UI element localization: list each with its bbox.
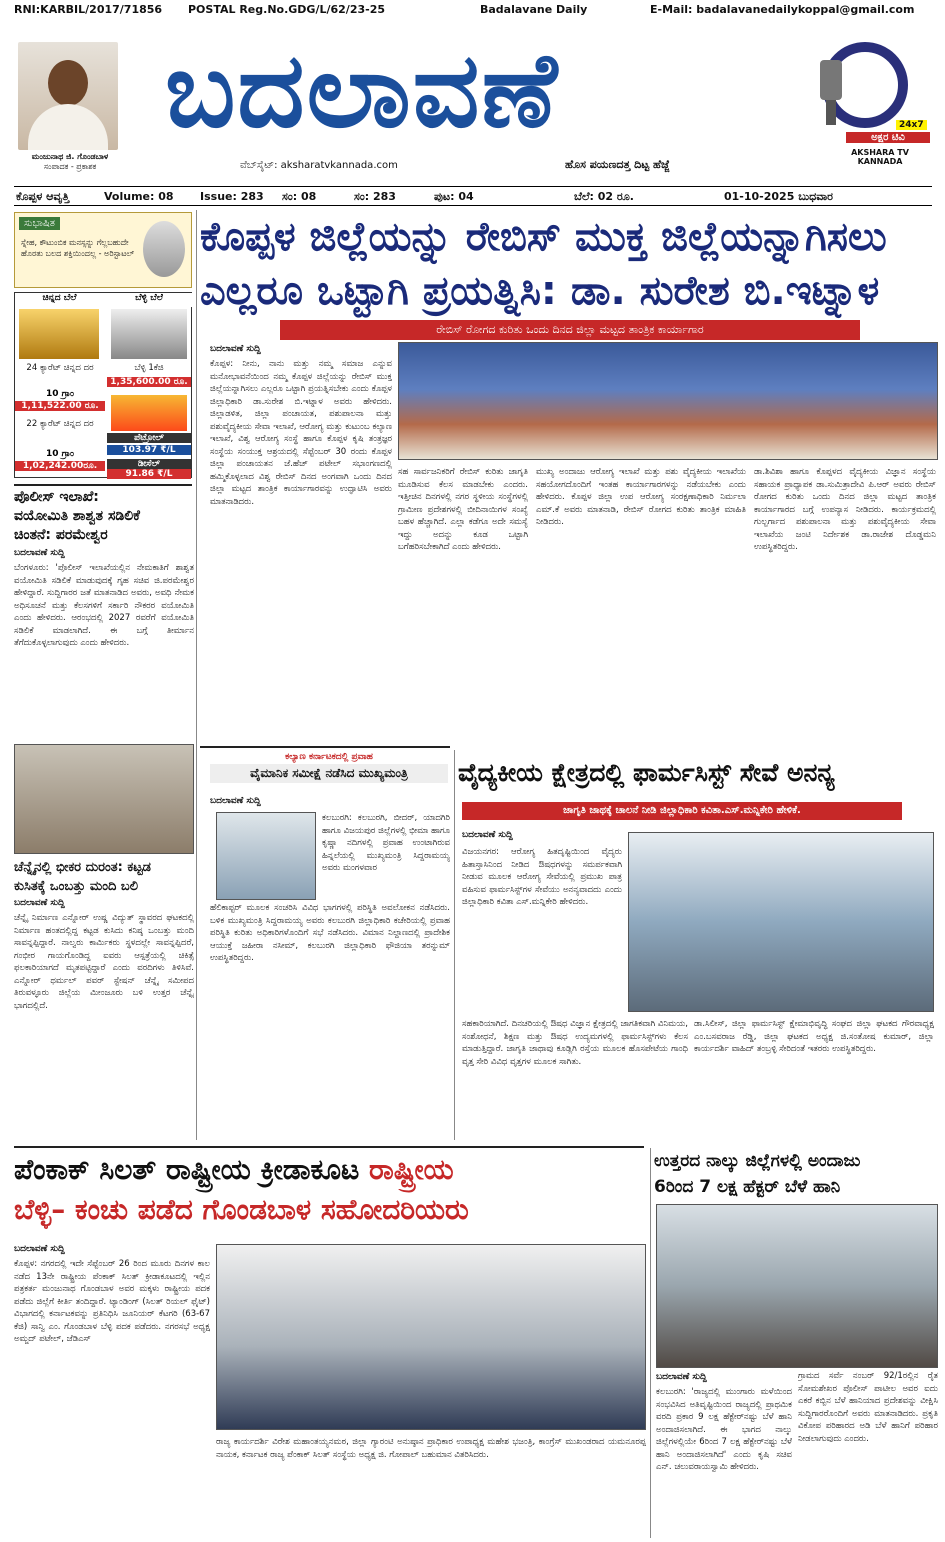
postal-reg: POSTAL Reg.No.GDG/L/62/23-25 [188,3,386,16]
price: ಬೆಲೆ: 02 ರೂ. [574,190,634,203]
akshara-tv-logo: ಅಕ್ಷರ ಟಿವಿ 24x7 AKSHARA TV KANNADA [810,40,930,170]
silver-bars-image [111,309,187,359]
lead-subheadline: ರೇಬಿಸ್ ರೋಗದ ಕುರಿತು ಒಂದು ದಿನದ ಜಿಲ್ಲಾ ಮಟ್ಟದ ತಾಂತ್ರಿಕ ಕಾರ್ಯಾಗಾರ [280,320,860,340]
edition: ಕೊಪ್ಪಳ ಆವೃತ್ತಿ [16,190,70,203]
top-info-bar [0,0,945,20]
number: ಸಂ: 283 [354,190,396,203]
chennai-headline: ಚೆನ್ನೈನಲ್ಲಿ ಭೀಕರ ದುರಂತ: ಕಟ್ಟಡ ಕುಸಿತಕ್ಕೆ ಒಂಬತ್ತು ಮಂದಿ ಬಲಿ [14,860,151,894]
silver-value: 1,35,600.00 ರೂ. [107,377,191,387]
cm-headline: ವೈಮಾನಿಕ ಸಮೀಕ್ಷೆ ನಡೆಸಿದ ಮುಖ್ಯಮಂತ್ರಿ [210,764,448,783]
year: ಸಂ: 08 [282,190,317,203]
pencak-headline: ಪೆಂಕಾಕ್ ಸಿಲತ್ ರಾಷ್ಟ್ರೀಯ ಕ್ರೀಡಾಕೂಟ ರಾಷ್ಟ್ರೀಯ ಬೆಳ್ಳಿ– ಕಂಚು ಪಡೆದ ಗೊಂಡಬಾಳ ಸಹೋದರಿಯರು [14,1153,469,1226]
masthead-title: ಬದಲಾವಣೆ [165,28,560,151]
paper-name-en: Badalavane Daily [480,3,588,16]
silver-heading: ಬೆಳ್ಳಿ ಬೆಲೆ [105,293,193,307]
police-text: ಬೆಂಗಳೂರು: 'ಪೊಲೀಸ್ ಇಲಾಖೆಯಲ್ಲಿನ ನೇಮಕಾತಿಗೆ ಶಾಶ್ವತ ವಯೋಮಿತಿ ಸಡಿಲಿಕೆ ಮಾಡುವುದಕ್ಕೆ ಗೃಹ ಸಚಿವ ಜಿ.ಪರಮೇಶ್ವರ ಹೇಳಿದ್ದಾರೆ. ಸುದ್ದಿಗಾರರ ಜತೆ ಮಾತನಾಡಿದ ಅವರು, ಅವಧಿ ನೇಮಕ ಅಧಿಸೂಚನೆ ಮತ್ತು ಕೆಲಸಗಳಿಗೆ ಸರ್ಕಾರಿ ನೌಕರರ ವಯೋಮಿತಿ ಎಂದು ಹೇಳಿದರು. ಆರಂಭದಲ್ಲಿ 2027 ರವರೆಗೆ ವಯೋಮಿತಿ ಸಡಿಲಿಕೆ ಮಾಡಲಾಗಿದೆ. ಈ ಬಗ್ಗೆ ತೀರ್ಮಾನ ತೆಗೆದುಕೊಳ್ಳಲಾಗುವುದು ಎಂದು ಹೇಳಿದರು. [14,563,194,648]
lead-col4: ಡಾ.ಶಿವಿಶಾ ಹಾಗೂ ಕೊಪ್ಪಳದ ವೈದ್ಯಕೀಯ ವಿಜ್ಞಾನ ಸಂಸ್ಥೆಯ ಸಹಾಯಕ ಪ್ರಾಧ್ಯಾಪಕ ಡಾ.ಸುಮಿತ್ರಾದೇವಿ ಪಿ.ಆರ್ ಅವರು ರೇಬಿಸ್ ರೋಗದ ಕುರಿತು ಒಂದು ದಿನದ ಜಿಲ್ಲಾ ಮಟ್ಟದ ತಾಂತ್ರಿಕ ಕಾರ್ಯಾಗಾರದ ಬಗ್ಗೆ ಉಪನ್ಯಾಸ ನೀಡಿದರು. ಕಾರ್ಯಕ್ರಮದಲ್ಲಿ ಗುಲ್ಬರ್ಗಾದ ಪಶುಪಾಲನಾ ಮತ್ತು ಪಶುವೈದ್ಯಕೀಯ ಸೇವಾ ಇಲಾಖೆಯ ಜಂಟಿ ನಿರ್ದೇಶಕ ಡಾ.ರಾಜೇಶ ದೊಡ್ಡಮನಿ ಉಪಸ್ಥಿತರಿದ್ದರು. [754,467,936,552]
gold24-value: 1,11,522.00 ರೂ. [15,401,105,411]
building-collapse-photo [14,744,194,854]
chennai-text: ಚೆನ್ನೈ ನಿರ್ಮಾಣ ಎನ್ನೋರ್ ಉಷ್ಣ ವಿದ್ಯುತ್ ಸ್ಥಾವರದ ಘಟಕದಲ್ಲಿ ನಿರ್ಮಾಣ ಹಂತದಲ್ಲಿದ್ದ ಕಟ್ಟಡ ಕುಸಿದು ಕನಿಷ್ಠ ಒಂಬತ್ತು ಮಂದಿ ಸಾವನ್ನಪ್ಪಿದ್ದಾರೆ. ನಾಲ್ವರು ಕಾರ್ಮಿಕರು ಸ್ಥಳದಲ್ಲೇ ಸಾವನ್ನಪ್ಪಿದರೆ, ಗಂಭೀರ ಗಾಯಗೊಂಡಿದ್ದ ಐವರು ಆಸ್ಪತ್ರೆಯಲ್ಲಿ ಚಿಕಿತ್ಸೆ ಫಲಕಾರಿಯಾಗದೆ ಮೃತಪಟ್ಟಿದ್ದಾರೆ ಎಂದು ವರದಿಗಳು ತಿಳಿಸಿವೆ. ಎನ್ನೋರ್ ಥರ್ಮಲ್ ಪವರ್ ಸ್ಟೇಷನ್ ಚೆನ್ನೈ ಸಮೀಪದ ತಿರುವಳ್ಳೂರು ಜಿಲ್ಲೆಯ ಮೀಂಜೂರು ಬಳಿ ಉತ್ತರ ಚೆನ್ನೈ ಭಾಗದಲ್ಲಿದೆ. [14,913,194,1011]
pharmacist-rally-photo [628,832,934,1012]
gold-heading: ಚಿನ್ನದ ಬೆಲೆ [15,293,104,307]
lead-col3: ಮುಖ್ಯ ಅಂದಾಜು ಆರೋಗ್ಯ ಇಲಾಖೆ ಮತ್ತು ಪಶು ವೈದ್ಯಕೀಯ ಇಲಾಖೆಯ ಸಹಯೋಗದೊಂದಿಗೆ ಇಂತಹ ಕಾರ್ಯಾಗಾರಗಳನ್ನು ನಡೆಯಬೇಕು ಎಂದು ಹೇಳಿದರು. ಕೊಪ್ಪಳ ಜಿಲ್ಲಾ ಉಪ ಆರೋಗ್ಯ ಸಂರಕ್ಷಣಾಧಿಕಾರಿ ನಿರ್ಮಲಾ ಎಮ್.ಕೆ ಅವರು ಮಾತನಾಡಿ, ರೇಬಿಸ್ ರೋಗದ ಕುರಿತು ತಾಂತ್ರಿಕ ಮಾಹಿತಿ ನೀಡಿದರು. [536,467,746,527]
lead-col2: ಸಹ ಸಾರ್ವಜನಿಕರಿಗೆ ರೇಬಿಸ್ ಕುರಿತು ಜಾಗೃತಿ ಮೂಡಿಸುವ ಕೆಲಸ ಮಾಡಬೇಕು ಎಂದರು. ಇತ್ತೀಚಿನ ದಿನಗಳಲ್ಲಿ ನಗರ ಸ್ಥಳೀಯ ಸಂಸ್ಥೆಗಳಲ್ಲಿ ಗ್ರಾಮೀಣ ಪ್ರದೇಶಗಳಲ್ಲಿ ಬೀದಿನಾಯಿಗಳ ಸಂಖ್ಯೆ ಬಹಳ ಹೆಚ್ಚಾಗಿದೆ. ಎಲ್ಲಾ ಕಡೆಗೂ ಅದೇ ಸಮಸ್ಯೆ ಇದ್ದು ಅದನ್ನು ಕೂಡ ಒಟ್ಟಾಗಿ ಬಗೆಹರಿಸಬೇಕಾಗಿದೆ ಎಂದು ಹೇಳಿದರು. [398,467,528,552]
issue-info-bar [14,186,932,206]
gold22-value: 1,02,242.00ರೂ. [15,461,105,471]
rni-number: RNI:KARBIL/2017/71856 [14,3,163,16]
gold-bars-image [19,309,99,359]
lead-byline: ಬದಲಾವಣೆ ಸುದ್ದಿ [210,344,261,354]
aristotle-bust [143,221,185,277]
crop-damage-photo [656,1204,938,1368]
diesel-value: 91.86 ₹/L [107,469,191,479]
pharmacist-headline: ವೈದ್ಯಕೀಯ ಕ್ಷೇತ್ರದಲ್ಲಿ ಫಾರ್ಮಸಿಸ್ಟ್ ಸೇವೆ ಅನನ್ಯ [458,758,835,787]
lead-photo [398,342,938,460]
cm-text: ಹೆಲಿಕಾಪ್ಟರ್ ಮೂಲಕ ಸಂಚರಿಸಿ ವಿವಿಧ ಭಾಗಗಳಲ್ಲಿ ಪರಿಸ್ಥಿತಿ ಅವಲೋಕನ ನಡೆಸಿದರು. ಬಳಿಕ ಮುಖ್ಯಮಂತ್ರಿ ಸಿದ್ದರಾಮಯ್ಯ ಅವರು ಕಲಬುರಗಿ ಜಿಲ್ಲಾಧಿಕಾರಿ ಕಚೇರಿಯಲ್ಲಿ ಪ್ರವಾಹ ಪರಿಸ್ಥಿತಿ ಕುರಿತು ಅಧಿಕಾರಿಗಳೊಂದಿಗೆ ಸಭೆ ನಡೆಸಿದರು. ವಿಮಾನ ನಿಲ್ದಾಣದಲ್ಲಿ ಪ್ರಾದೇಶಿಕ ಆಯುಕ್ತೆ ಜಹೀರಾ ನಸೀಮ್, ಕಲಬುರಗಿ ಜಿಲ್ಲಾಧಿಕಾರಿ ಫೌಜಿಯಾ ತರನ್ನುಮ್ ಉಪಸ್ಥಿತರಿದ್ದರು. [210,903,450,963]
issue: Issue: 283 [200,190,264,203]
subhashita-heading: ಸುಭಾಷಿತ [19,217,60,230]
editor-portrait [18,42,118,150]
pharmacist-sub: ಜಾಗೃತಿ ಜಾಥಕ್ಕೆ ಚಾಲನೆ ನೀಡಿ ಜಿಲ್ಲಾಧಿಕಾರಿ ಕವಿತಾ.ಎಸ್.ಮನ್ನಿಕೇರಿ ಹೇಳಿಕೆ. [462,802,902,820]
lead-col1: ಕೊಪ್ಪಳ: ನೀನು, ನಾನು ಮತ್ತು ನಮ್ಮ ಸಮಾಜ ಎನ್ನುವ ಮನೋಭಾವನೆಯಿಂದ ನಮ್ಮ ಕೊಪ್ಪಳ ಜಿಲ್ಲೆಯನ್ನು ರೇಬಿಸ್ ಮುಕ್ತ ಜಿಲ್ಲೆಯನ್ನಾಗಿಸಲು ಎಲ್ಲರೂ ಒಟ್ಟಾಗಿ ಪ್ರಯತ್ನಿಸಬೇಕು ಎಂದು ಕೊಪ್ಪಳ ಜಿಲ್ಲಾಧಿಕಾರಿ ಡಾ.ಸುರೇಶ ಬಿ.ಇಟ್ನಾಳ ಅವರು ಹೇಳಿದರು. ಜಿಲ್ಲಾಡಳಿತ, ಜಿಲ್ಲಾ ಪಂಚಾಯತ, ಪಶುಪಾಲನಾ ಮತ್ತು ಪಶುವೈದ್ಯಕೀಯ ಸೇವಾ ಇಲಾಖೆ, ಆರೋಗ್ಯ ಮತ್ತು ಕುಟುಂಬ ಕಲ್ಯಾಣ ಇಲಾಖೆ, ವಿಶ್ವ ಆರೋಗ್ಯ ಸಂಸ್ಥೆ ಹಾಗೂ ಕೊಪ್ಪಳ ಕೃಷಿ ತಂತ್ರಜ್ಞರ ಸಂಸ್ಥೆಯ ಸಂಯುಕ್ತ ಆಶ್ರಯದಲ್ಲಿ ಸೆಪ್ಟೆಂಬರ್ 30 ರಂದು ಕೊಪ್ಪಳ ಜಿಲ್ಲಾ ಪಂಚಾಯತನ ಜೆ.ಹೆಚ್ ಪಟೇಲ್ ಸಭಾಂಗಣದಲ್ಲಿ ಹಮ್ಮಿಕೊಳ್ಳಲಾದ ವಿಶ್ವ ರೇಬಿಸ್ ದಿನದ ಅಂಗವಾಗಿ ಒಂದು ದಿನದ ಜಿಲ್ಲಾ ಮಟ್ಟದ ತಾಂತ್ರಿಕ ಕಾರ್ಯಾಗಾರವನ್ನು ಉದ್ಘಾಟಿಸಿ ಅವರು ಮಾತನಾಡಿದರು. [210,359,392,507]
website: ವೆಬ್‌ಸೈಟ್: aksharatvkannada.com [240,160,398,171]
subhashita-text: ಸ್ನೇಹ, ಕೌಟುಂಬಿಕ ಮನಸ್ಸನ್ನು ಗೆಲ್ಲಬಹುದೇ ಹೊರತು ಬಲದ ಶಕ್ತಿಯಿಂದಲ್ಲ - ಅರಿಸ್ಟಾಟಲ್ [21,238,135,258]
pencak-text: ಕೊಪ್ಪಳ: ನಗರದಲ್ಲಿ ಇದೇ ಸೆಪ್ಟೆಂಬರ್ 26 ರಿಂದ ಮೂರು ದಿನಗಳ ಕಾಲ ನಡೆದ 13ನೇ ರಾಷ್ಟ್ರೀಯ ಪೆಂಕಾಕ್ ಸಿಲತ್ ಕ್ರೀಡಾಕೂಟದಲ್ಲಿ ಇಲ್ಲಿನ ಪತ್ರಕರ್ತ ಮಂಜುನಾಥ ಗೊಂಡಬಾಳ ಅವರ ಮಕ್ಕಳು ರಾಷ್ಟ್ರೀಯ ಪದಕ ಪಡೆದು ಜಿಲ್ಲೆಗೆ ಕೀರ್ತಿ ತಂದಿದ್ದಾರೆ. ಟ್ಯಾಂಡಿಂಗ್ (ಸಿಲತ್ ರಿಯಲ್ ಫೈಟ್) ವಿಭಾಗದಲ್ಲಿ ಕರ್ನಾಟಕವನ್ನು ಪ್ರತಿನಿಧಿಸಿ ಜೂನಿಯರ್ ಕೆಟಗರಿ (63-67 ಕೆಜಿ) ಸಾನ್ವಿ ಎಂ. ಗೊಂಡಬಾಳ ಬೆಳ್ಳಿ ಪದಕ ಪಡೆದರು. ನಗರಸಭೆ ಅಧ್ಯಕ್ಷ ಅಮ್ಜದ್ ಪಟೇಲ್, ಜೆಡಿಎಸ್ [14,1259,210,1344]
subhashita-box [14,212,192,288]
tagline: ಹೊಸ ಪಯಣದತ್ತ ದಿಟ್ಟ ಹೆಜ್ಜೆ [565,158,670,171]
pages: ಪುಟ: 04 [434,190,474,203]
volume: Volume: 08 [104,190,174,203]
rates-box: ಚಿನ್ನದ ಬೆಲೆ ಬೆಳ್ಳಿ ಬೆಲೆ 24 ಕ್ಯಾರೆಟ್ ಚಿನ್ನದ ದರ 10 ಗ್ರಾಂ 1,11,522.00 ರೂ. ಬೆಳ್ಳಿ 1ಕೆಜಿ 1,35,600.00 ರೂ. 22 ಕ್ಯಾರೆಟ್ ಚಿನ್ನದ ದರ 10 ಗ್ರಾಂ 1,02,242.00ರೂ. ಪೆಟ್ರೋಲ್ 103.97 ₹/L ಡೀಸೆಲ್ 91.86 ₹/L [14,292,192,478]
lead-headline: ಕೊಪ್ಪಳ ಜಿಲ್ಲೆಯನ್ನು ರೇಬಿಸ್ ಮುಕ್ತ ಜಿಲ್ಲೆಯನ್ನಾಗಿಸಲು ಎಲ್ಲರೂ ಒಟ್ಟಾಗಿ ಪ್ರಯತ್ನಿಸಿ: ಡಾ. ಸುರೇಶ ಬಿ.ಇಟ್ನಾಳ [200,214,887,314]
gold24-label: 24 ಕ್ಯಾರೆಟ್ ಚಿನ್ನದ ದರ [26,363,94,373]
portrait-caption: ಮಂಜುನಾಥ ಜಿ. ಗೊಂಡಬಾಳ ಸಂಪಾದಕ - ಪ್ರಕಾಶಕ [31,152,109,171]
petrol-value: 103.97 ₹/L [107,445,191,455]
cm-helicopter-photo [216,812,316,900]
pencak-medal-photo [216,1244,646,1430]
police-headline: ಪೊಲೀಸ್ ಇಲಾಖೆ: ವಯೋಮಿತಿ ಶಾಶ್ವತ ಸಡಿಲಿಕೆ ಚಿಂತನೆ: ಪರಮೇಶ್ವರ [14,489,140,543]
cm-kicker: ಕಲ್ಯಾಣ ಕರ್ನಾಟಕದಲ್ಲಿ ಪ್ರವಾಹ [285,752,373,762]
date: 01-10-2025 ಬುಧವಾರ [724,190,834,203]
fuel-pump-icon [111,395,187,431]
email: E-Mail: badalavanedailykoppal@gmail.com [650,3,915,16]
north-headline: ಉತ್ತರದ ನಾಲ್ಕು ಜಿಲ್ಲೆಗಳಲ್ಲಿ ಅಂದಾಜು 6ರಿಂದ 7 ಲಕ್ಷ ಹೆಕ್ಟರ್ ಬೆಳೆ ಹಾನಿ [654,1151,861,1197]
